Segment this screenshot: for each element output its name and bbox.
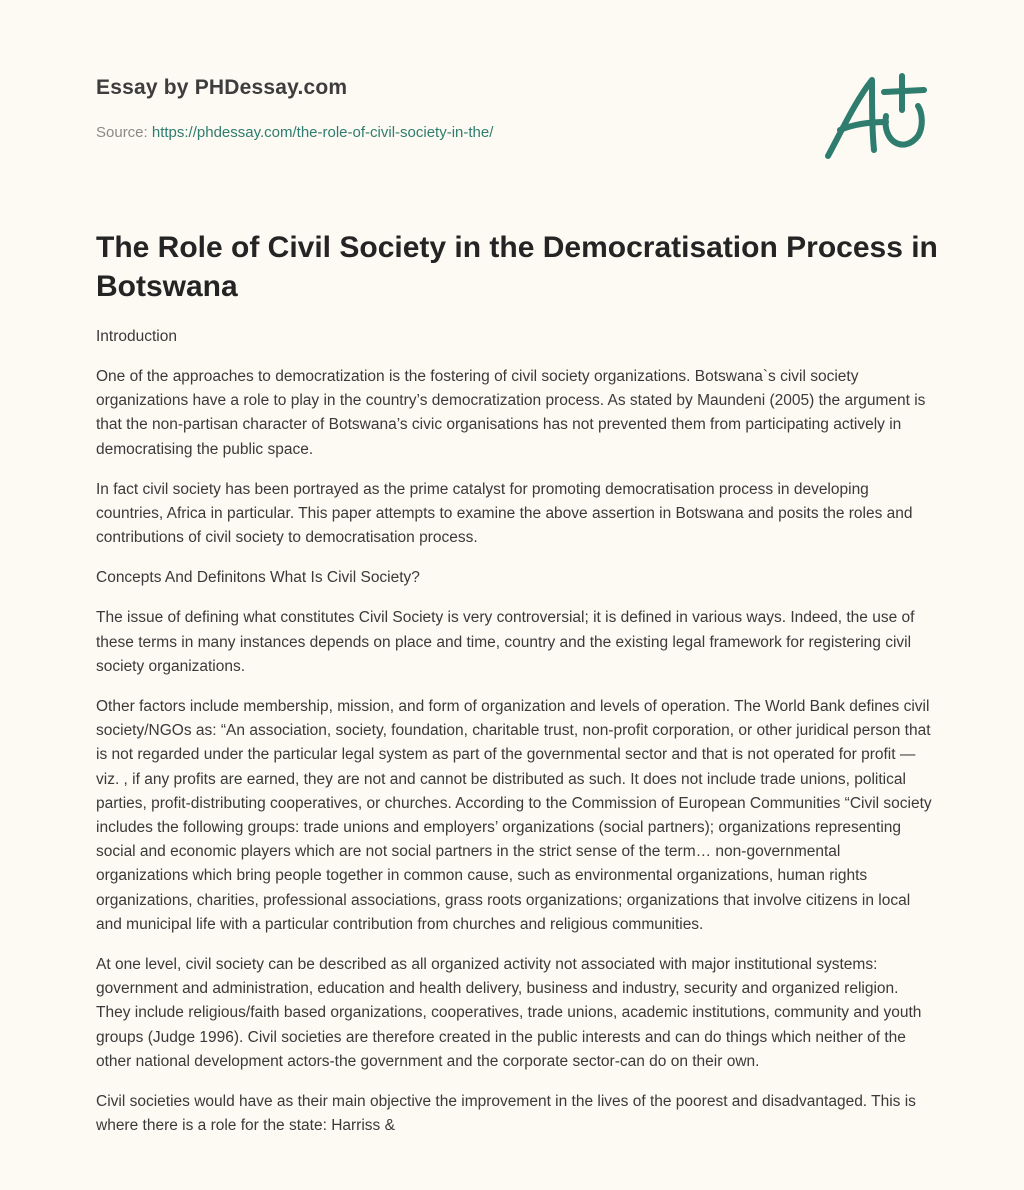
paragraph: The issue of defining what constitutes Civil Society is very controversial; it is defined in various ways. Indeed, the use of these terms in many instances depends on place and time, country and the existing legal framework for registering civil society organizations. bbox=[96, 609, 915, 675]
paragraph: One of the approaches to democratization is the fostering of civil society organizations. Botswana`s civil society organizations have a role to play in the country’s democratization process. As stated by Maundeni (2005) the argument is that the non-partisan character of Botswana’s civic organisations has not prevented them from participating actively in democratising the public space. bbox=[96, 368, 926, 458]
paragraph: In fact civil society has been portrayed as the prime catalyst for promoting democratisation process in developing countries, Africa in particular. This paper attempts to examine the above assertion in Botswana and posits the roles and contributions of civil society to democratisation process. bbox=[96, 480, 913, 547]
a-plus-logo-icon bbox=[822, 70, 928, 164]
intro-heading: Introduction bbox=[96, 328, 177, 345]
concepts-heading: Concepts And Definitons What Is Civil Society? bbox=[96, 569, 420, 587]
source-link[interactable]: https://phdessay.com/the-role-of-civil-society-in-the/ bbox=[151, 124, 494, 141]
source-line bbox=[96, 124, 493, 141]
paragraph: Civil societies would have as their main objective the improvement in the lives of the poorest and disadvantaged. This is where there is a role for the state: Harriss & bbox=[96, 1093, 916, 1135]
paragraph: At one level, civil society can be described as all organized activity not associated with major institutional systems: government and administration, education and health delivery, business and industry, security and organized religion. They include religious/faith based organizations, cooperatives, trade unions, academic institutions, community and youth groups (Judge 1996). Civil societies are therefore created in the public interests and can do things which neither of the other national development actors-the government and the corporate sector-can do on their own. bbox=[96, 956, 922, 1070]
source-label: Source: bbox=[96, 124, 148, 141]
paragraph: Other factors include membership, mission, and form of organization and levels of operation. The World Bank defines civil society/NGOs as: “An association, society, foundation, charitable trust, non-profit corporation, or other juridical person that is not regarded under the particular legal system as part of the governmental sector and that is not operated for profit — viz. , if any profits are earned, they are not and cannot be distributed as such. It does not include trade unions, political parties, profit-distributing cooperatives, or churches. According to the Commission of European Communities “Civil society includes the following groups: trade unions and employers’ organizations (social partners); organizations representing social and economic players which are not social partners in the strict sense of the term… non-governmental organizations which bring people together in common cause, such as environmental organizations, human rights organizations, charities, professional associations, grass roots organizations; organizations that involve citizens in local and municipal life with a particular contribution from churches and religious communities. bbox=[96, 698, 932, 933]
page-title: The Role of Civil Society in the Democratisation Process in Botswana bbox=[96, 231, 938, 303]
page-header bbox=[96, 76, 928, 141]
site-title: Essay by PHDessay.com bbox=[96, 76, 348, 99]
article-body bbox=[96, 325, 936, 1154]
